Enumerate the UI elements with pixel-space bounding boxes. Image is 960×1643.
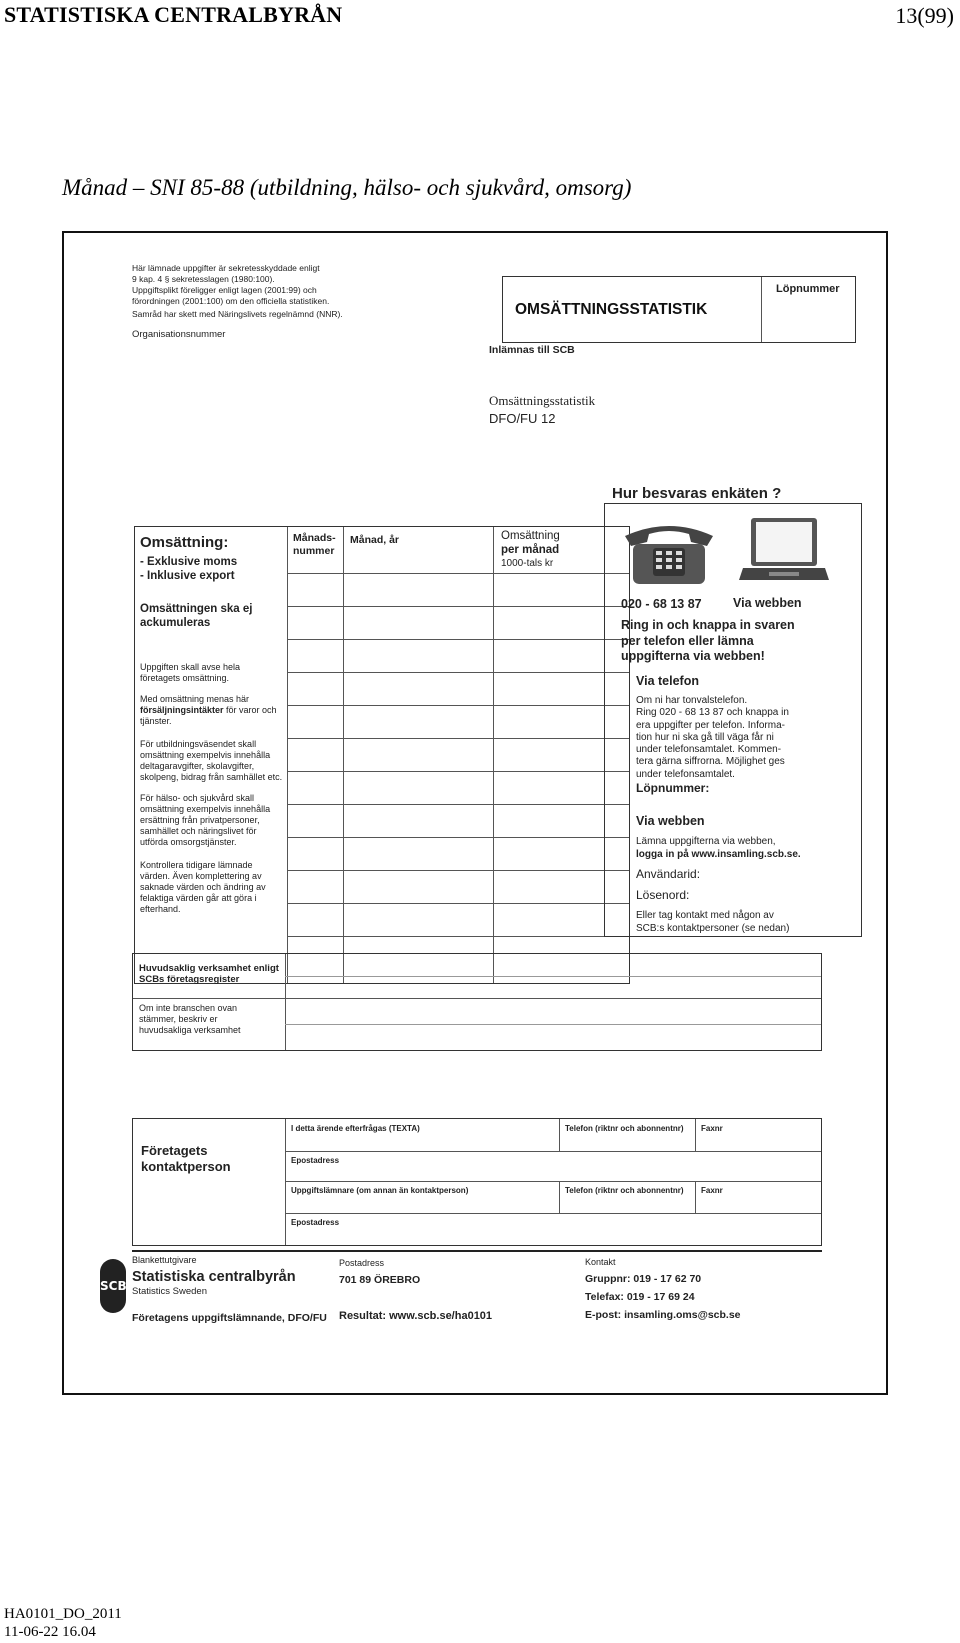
contact-label: Kontakt — [585, 1257, 616, 1267]
phone-text-line: tera gärna siffrorna. Möjlighet ges — [636, 756, 785, 768]
how-to-answer-panel — [604, 503, 862, 937]
col-month-year: Månad, år — [350, 534, 400, 546]
header-organization: STATISTISKA CENTRALBYRÅN — [4, 2, 343, 27]
instruction-line: för varor och — [223, 705, 277, 715]
secrecy-line: Uppgiftsplikt föreligger enligt lagen (2001:99) och — [132, 285, 317, 295]
contact-note-line: SCB:s kontaktpersoner (se nedan) — [636, 922, 790, 934]
password-label: Lösenord: — [636, 888, 690, 902]
answer-intro-line: per telefon eller lämna — [621, 633, 754, 648]
panel-lopnummer-label: Löpnummer: — [636, 781, 710, 795]
unit-name: Företagens uppgiftslämnande, DFO/FU — [132, 1312, 327, 1324]
bullet-exclusive-vat: - Exklusive moms — [140, 556, 238, 568]
instruction-para-4 — [140, 793, 292, 848]
page-number: 13(99) — [895, 3, 954, 28]
panel-heading: Hur besvaras enkäten ? — [612, 485, 782, 502]
nnr-note: Samråd har skett med Näringslivets regelnämnd (NNR). — [132, 309, 343, 319]
instruction-line: omsättning exempelvis innehålla — [140, 750, 271, 760]
contact-heading-line: kontaktperson — [141, 1159, 231, 1174]
activity-label — [139, 963, 279, 985]
col-turnover — [501, 529, 560, 571]
answer-intro — [621, 618, 795, 665]
field-phone-label: Telefon (riktnr och abonnentnr) — [565, 1124, 684, 1133]
not-accumulated-line: ackumuleras — [140, 617, 211, 629]
field-email-label: Epostadress — [291, 1156, 340, 1165]
contact-person-box — [132, 1118, 822, 1246]
web-instructions — [636, 836, 801, 861]
fax-number: Telefax: 019 - 17 69 24 — [585, 1291, 695, 1303]
survey-name: Omsättningsstatistik — [489, 393, 596, 408]
instruction-line: omsättning exempelvis innehålla — [140, 804, 271, 814]
postal-label: Postadress — [339, 1258, 385, 1268]
instruction-para-5 — [140, 860, 292, 915]
postal-address: 701 89 ÖREBRO — [339, 1274, 421, 1286]
instruction-para-3 — [140, 739, 292, 783]
form-footer-rule — [132, 1250, 822, 1252]
col-unit: 1000-tals kr — [501, 558, 554, 569]
activity-other-line: stämmer, beskriv er — [139, 1014, 218, 1024]
contact-email: E-post: insamling.oms@scb.se — [585, 1309, 741, 1321]
phone-text-line: under telefonsamtalet. Kommen- — [636, 744, 782, 756]
via-web-heading: Via webben — [636, 814, 705, 828]
activity-other-line: huvudsakliga verksamhet — [139, 1025, 241, 1035]
secrecy-line: Här lämnade uppgifter är sekretesskyddade enligt — [132, 263, 320, 273]
field-phone2-label: Telefon (riktnr och abonnentnr) — [565, 1186, 684, 1195]
activity-other-label — [139, 1003, 241, 1036]
phone-text-line: under telefonsamtalet. — [636, 768, 735, 780]
field-inquiry-label: I detta ärende efterfrågas (TEXTA) — [291, 1124, 420, 1133]
field-respondent-label: Uppgiftslämnare (om annan än kontaktperson) — [291, 1186, 469, 1195]
instruction-line: företagets omsättning. — [140, 673, 230, 683]
page-title: Månad – SNI 85-88 (utbildning, hälso- och sjukvård, omsorg) — [62, 175, 632, 200]
instruction-line: värden. Även komplettering av — [140, 871, 262, 881]
bullet-inclusive-export: - Inklusive export — [140, 570, 235, 582]
instruction-line: Uppgiften skall avse hela — [140, 662, 241, 672]
telephone-icon — [619, 514, 719, 586]
answer-intro-line: uppgifterna via webben! — [621, 649, 765, 663]
scb-name: Statistiska centralbyrån — [132, 1269, 296, 1285]
contact-note-line: Eller tag kontakt med någon av — [636, 910, 774, 921]
instruction-line: saknade värden och ändring av — [140, 882, 266, 892]
col-month-number-line: nummer — [293, 544, 335, 557]
turnover-table — [134, 526, 630, 984]
title-box — [502, 276, 856, 343]
instruction-line: deltagaravgifter, skolavgifter, — [140, 761, 255, 771]
instruction-line: Med omsättning menas här — [140, 694, 250, 704]
contact-note — [636, 910, 789, 935]
phone-text-line: tion hur ni ska gå till väga får ni — [636, 731, 774, 743]
not-accumulated-note — [140, 602, 252, 630]
survey-code: DFO/FU 12 — [489, 411, 556, 426]
phone-text-line: era uppgifter per telefon. Informa- — [636, 719, 785, 731]
web-text-line: logga in på www.insamling.scb.se. — [636, 848, 801, 860]
col-turnover-line: Omsättning — [501, 530, 560, 542]
org-number-label: Organisationsnummer — [132, 329, 226, 340]
field-fax-label: Faxnr — [701, 1124, 723, 1133]
scb-name-en: Statistics Sweden — [132, 1286, 207, 1297]
phone-number: 020 - 68 13 87 — [621, 597, 702, 611]
activity-label-line: SCBs företagsregister — [139, 974, 240, 985]
instruction-line: För hälso- och sjukvård skall — [140, 793, 255, 803]
instruction-line: ersättning från privatpersoner, — [140, 815, 260, 825]
instruction-bold: försäljningsintäkter — [140, 705, 224, 715]
not-accumulated-line: Omsättningen ska ej — [140, 603, 253, 615]
answer-intro-line: Ring in och knappa in svaren — [621, 618, 795, 632]
scb-logo-mark: SCB — [100, 1259, 126, 1313]
contact-heading-line: Företagets — [141, 1143, 208, 1158]
submit-to-label: Inlämnas till SCB — [489, 344, 575, 356]
col-month-number-line: Månads- — [293, 532, 336, 544]
instruction-line: tjänster. — [140, 716, 172, 726]
turnover-bullets — [140, 555, 237, 583]
field-email2-label: Epostadress — [291, 1218, 340, 1227]
phone-instructions — [636, 695, 789, 781]
web-text-line: Lämna uppgifterna via webben, — [636, 836, 776, 847]
instruction-line: Kontrollera tidigare lämnade — [140, 860, 253, 870]
instruction-line: samhället och näringslivet för — [140, 826, 257, 836]
via-phone-heading: Via telefon — [636, 674, 699, 688]
instruction-line: utförda omsorgstjänster. — [140, 837, 237, 847]
col-month-number — [293, 532, 336, 557]
turnover-heading: Omsättning: — [140, 534, 229, 551]
laptop-icon — [739, 516, 829, 584]
instruction-line: skolpeng, bidrag från samhället etc. — [140, 772, 283, 782]
col-turnover-line: per månad — [501, 544, 560, 556]
field-fax2-label: Faxnr — [701, 1186, 723, 1195]
instruction-line: felaktiga värden går att göra i — [140, 893, 257, 903]
group-number: Gruppnr: 019 - 17 62 70 — [585, 1273, 702, 1285]
results-url: Resultat: www.scb.se/ha0101 — [339, 1310, 493, 1322]
instruction-line: efterhand. — [140, 904, 181, 914]
secrecy-note — [132, 263, 352, 307]
instruction-para-1 — [140, 662, 292, 684]
lopnummer-label: Löpnummer — [776, 283, 840, 295]
issuer-label: Blankettutgivare — [132, 1255, 197, 1265]
secrecy-line: förordningen (2001:100) om den officiella statistiken. — [132, 296, 330, 306]
secrecy-line: 9 kap. 4 § sekretesslagen (1980:100). — [132, 274, 275, 284]
phone-text-line: Ring 020 - 68 13 87 och knappa in — [636, 707, 789, 719]
scanned-form — [62, 231, 888, 1395]
activity-label-line: Huvudsaklig verksamhet enligt — [139, 963, 279, 974]
username-label: Användarid: — [636, 867, 701, 881]
doc-date: 11-06-22 16.04 — [4, 1624, 96, 1640]
phone-text-line: Om ni har tonvalstelefon. — [636, 695, 748, 706]
activity-other-line: Om inte branschen ovan — [139, 1003, 238, 1013]
form-title: OMSÄTTNINGSSTATISTIK — [515, 301, 708, 318]
activity-box — [132, 953, 822, 1051]
instruction-para-2 — [140, 694, 292, 727]
instruction-line: För utbildningsväsendet skall — [140, 739, 257, 749]
via-web-short: Via webben — [733, 596, 802, 610]
doc-id: HA0101_DO_2011 — [4, 1606, 122, 1622]
contact-heading — [141, 1143, 231, 1175]
